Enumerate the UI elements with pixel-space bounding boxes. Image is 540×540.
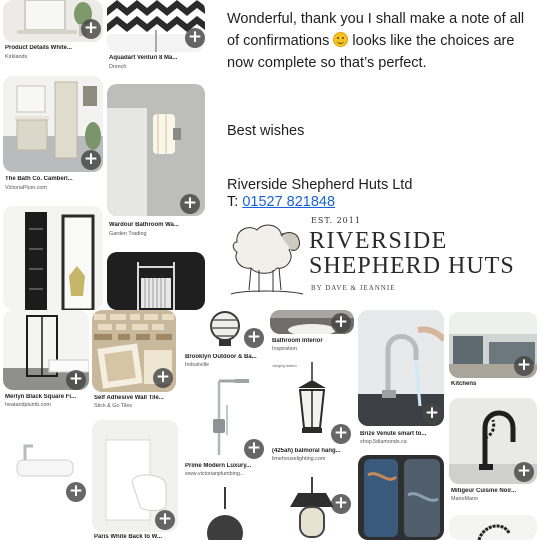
- black-shelf-unit-image: [3, 206, 103, 310]
- pin-mitigeur-cuisine[interactable]: [449, 398, 537, 508]
- plus-icon: +: [246, 327, 262, 347]
- pin-title: (425ah) balmoral hang...: [272, 448, 341, 454]
- pin-image[interactable]: [107, 252, 205, 310]
- pin-source: Industville: [185, 362, 209, 368]
- pin-source: Garden Trading: [109, 231, 147, 237]
- pin-title: Self Adhesive Wall Tile...: [94, 395, 164, 401]
- plus-icon: +: [182, 193, 198, 213]
- company-name: Riverside Shepherd Huts Ltd: [227, 177, 413, 193]
- plus-icon: +: [187, 27, 203, 47]
- pin-source: Inspiration: [272, 346, 297, 352]
- save-pin-button[interactable]: [180, 194, 200, 214]
- pin-brize-venute-tap[interactable]: [358, 310, 444, 460]
- pin-self-adhesive-tiles[interactable]: [92, 310, 176, 410]
- save-pin-button[interactable]: [514, 462, 534, 482]
- pin-image[interactable]: [3, 206, 103, 310]
- pin-aquadart-venturi[interactable]: [107, 0, 205, 75]
- message-text: of confirmations: [227, 33, 330, 49]
- pin-title: Mitigeur Cuisine Noir...: [451, 488, 517, 494]
- pin-kitchens[interactable]: [449, 312, 537, 394]
- pin-product-details[interactable]: [3, 0, 103, 64]
- pin-paris-white-toilet[interactable]: [92, 420, 178, 540]
- smiley-emoji-icon: [333, 32, 348, 47]
- pin-title: Brize Venute smart to...: [360, 431, 427, 437]
- save-pin-button[interactable]: [153, 368, 173, 388]
- plus-icon: +: [83, 149, 99, 169]
- phone-prefix: T:: [227, 194, 243, 210]
- lantern-label: Hanging lantern: [272, 364, 297, 368]
- save-pin-button[interactable]: [81, 19, 101, 39]
- pin-blue-tiles[interactable]: [358, 455, 444, 540]
- pin-title: Aquadart Venturi 8 Ma...: [109, 55, 178, 61]
- pin-bath-co-camberley[interactable]: [3, 76, 103, 194]
- sheep-logo-icon: [225, 212, 307, 302]
- blue-glazed-tiles-image: [358, 455, 444, 540]
- pin-title: Brooklyn Outdoor & Ba...: [185, 354, 257, 360]
- pin-title: The Bath Co. Camberl...: [5, 176, 73, 182]
- pin-wardour-bathroom[interactable]: [107, 84, 205, 237]
- save-pin-button[interactable]: [244, 328, 264, 348]
- pin-merlyn-black-square[interactable]: [3, 310, 89, 410]
- pin-title: Prime Modern Luxury...: [185, 463, 252, 469]
- coil-tap-image: [449, 515, 537, 540]
- pin-source: limehouselighting.com: [272, 456, 326, 462]
- company-logo: [225, 212, 525, 302]
- plus-icon: +: [155, 367, 171, 387]
- pin-title: Merlyn Black Square Fi...: [5, 394, 77, 400]
- plus-icon: +: [333, 423, 349, 443]
- pin-brooklyn-outdoor[interactable]: [183, 310, 267, 372]
- pin-image[interactable]: [183, 487, 267, 540]
- pin-source: heatandplumb.com: [5, 402, 51, 408]
- save-pin-button[interactable]: [331, 494, 351, 514]
- message-text: looks like the choices are: [352, 33, 515, 49]
- pin-prime-modern-shower[interactable]: [183, 375, 267, 475]
- plus-icon: +: [83, 18, 99, 38]
- logo-name-line1: RIVERSIDE: [309, 228, 448, 254]
- plus-icon: +: [246, 438, 262, 458]
- message-line: [227, 8, 524, 30]
- message-line: [227, 30, 514, 52]
- pin-title: Product Details White...: [5, 45, 73, 51]
- pin-black-shelving[interactable]: [3, 206, 103, 310]
- pin-wall-lantern[interactable]: [270, 477, 354, 540]
- message-text: Wonderful, thank you I shall make a note of all: [227, 11, 525, 27]
- plus-icon: +: [157, 509, 173, 529]
- pin-towel-radiator[interactable]: [107, 252, 205, 310]
- logo-established: EST. 2011: [311, 216, 361, 225]
- plus-icon: +: [516, 355, 532, 375]
- pin-title: Bathroom Interior: [272, 338, 323, 344]
- save-pin-button[interactable]: [331, 313, 351, 333]
- pin-source: www.victorianplumbing...: [185, 471, 245, 477]
- pin-title: Paris White Back to W...: [94, 534, 163, 540]
- pin-source: Drench: [109, 64, 127, 70]
- pendant-light-image: [183, 487, 267, 540]
- save-pin-button[interactable]: [66, 482, 86, 502]
- message-line: [227, 52, 427, 74]
- pin-balmoral-lantern[interactable]: [270, 362, 354, 474]
- phone-link[interactable]: 01527 821848: [242, 194, 336, 210]
- pin-title: Wardour Bathroom Wa...: [109, 222, 179, 228]
- phone-line: [227, 191, 335, 213]
- save-pin-button[interactable]: [66, 370, 86, 390]
- save-pin-button[interactable]: [331, 424, 351, 444]
- plus-icon: +: [333, 493, 349, 513]
- towel-radiator-image: [107, 252, 205, 310]
- plus-icon: +: [68, 481, 84, 501]
- save-pin-button[interactable]: [514, 356, 534, 376]
- pin-source: Kirklands: [5, 54, 28, 60]
- logo-name-line2: SHEPHERD HUTS: [309, 253, 515, 279]
- save-pin-button[interactable]: [155, 510, 175, 530]
- pin-pendant-light[interactable]: [183, 487, 267, 540]
- plus-icon: +: [424, 403, 440, 423]
- plus-icon: +: [68, 369, 84, 389]
- signoff: Best wishes: [227, 123, 305, 139]
- pin-image[interactable]: [358, 455, 444, 540]
- pin-source: ManoMano: [451, 496, 478, 502]
- pin-source: VictoriaPlum.com: [5, 185, 47, 191]
- pin-wall-basin[interactable]: [3, 420, 89, 504]
- plus-icon: +: [516, 461, 532, 481]
- save-pin-button[interactable]: [422, 404, 442, 424]
- pin-title: Kitchens: [451, 381, 477, 387]
- pin-source: Stick & Go Tiles: [94, 403, 133, 409]
- save-pin-button[interactable]: [81, 150, 101, 170]
- save-pin-button[interactable]: [244, 439, 264, 459]
- pin-black-coil-tap[interactable]: [449, 515, 537, 540]
- plus-icon: +: [333, 312, 349, 332]
- pin-source: shop.5diamonds.ca: [360, 439, 407, 445]
- logo-byline: BY DAVE & JEANNIE: [311, 284, 396, 292]
- message-text: now complete so that’s perfect.: [227, 55, 427, 71]
- pin-image[interactable]: [449, 515, 537, 540]
- save-pin-button[interactable]: [185, 28, 205, 48]
